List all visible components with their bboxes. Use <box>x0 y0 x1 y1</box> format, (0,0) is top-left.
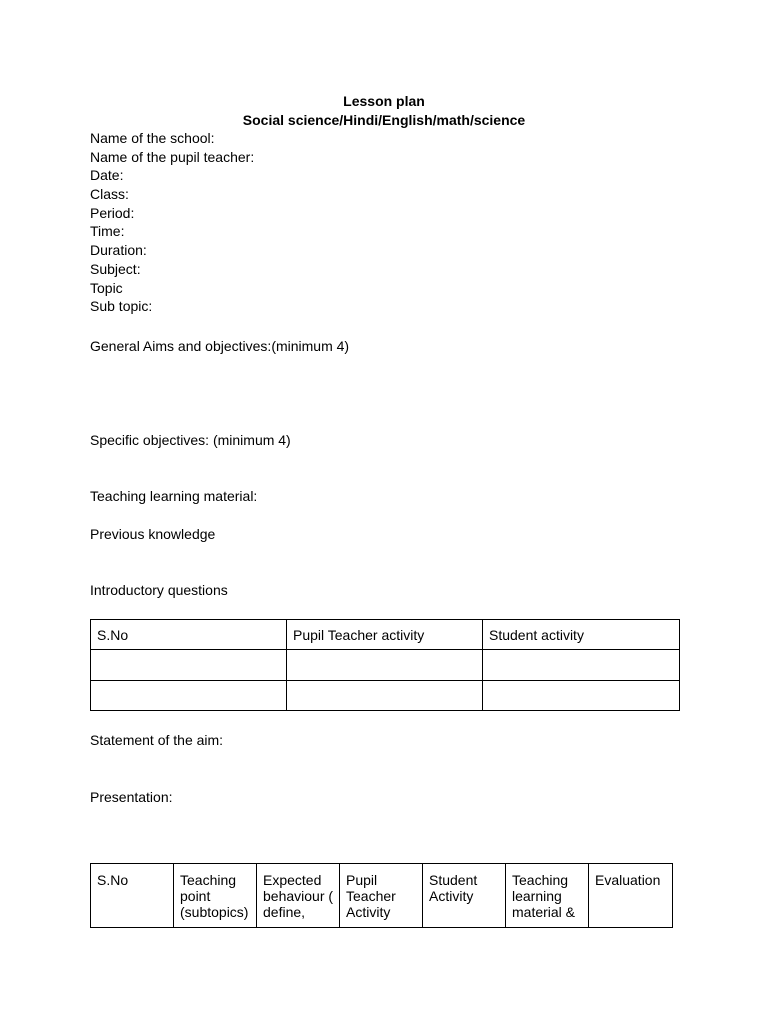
header-cell-evaluation: Evaluation <box>589 864 673 928</box>
table-cell[interactable] <box>91 650 287 681</box>
field-date: Date: <box>90 167 124 184</box>
specific-objectives-heading: Specific objectives: (minimum 4) <box>90 432 291 448</box>
field-class: Class: <box>90 186 129 203</box>
table-cell[interactable] <box>287 650 483 681</box>
presentation-table <box>90 863 673 928</box>
table-row <box>91 681 680 711</box>
statement-of-aim-heading: Statement of the aim: <box>90 732 224 748</box>
field-school-name: Name of the school: <box>90 130 215 146</box>
header-cell-student-activity: Student activity <box>483 620 680 650</box>
field-pupil-teacher-name: Name of the pupil teacher: <box>90 148 255 165</box>
teaching-material-heading: Teaching learning material: <box>90 488 258 504</box>
header-cell-teaching-learning-material: Teaching learning material & <box>506 864 589 928</box>
header-cell-expected-behaviour: Expected behaviour ( define, <box>257 864 340 928</box>
header-cell-pupil-teacher-activity: Pupil Teacher Activity <box>340 864 423 928</box>
table-cell[interactable] <box>483 650 680 681</box>
field-time: Time: <box>90 223 125 240</box>
table-cell[interactable] <box>91 681 287 711</box>
previous-knowledge-heading: Previous knowledge <box>90 526 216 542</box>
field-subject: Subject: <box>90 260 141 277</box>
table-header-row <box>91 620 680 650</box>
presentation-heading: Presentation: <box>90 789 173 805</box>
field-duration: Duration: <box>90 242 147 259</box>
field-sub-topic: Sub topic: <box>90 298 153 315</box>
header-cell-sno: S.No <box>91 864 174 928</box>
form-fields <box>90 129 254 316</box>
table-header-row <box>91 864 673 928</box>
table-cell[interactable] <box>483 681 680 711</box>
field-topic: Topic <box>90 279 123 296</box>
document-title: Lesson plan <box>343 93 425 109</box>
general-aims-heading: General Aims and objectives:(minimum 4) <box>90 338 350 354</box>
header-cell-student-activity: Student Activity <box>423 864 506 928</box>
field-period: Period: <box>90 204 135 221</box>
header-cell-sno: S.No <box>91 620 287 650</box>
introductory-questions-heading: Introductory questions <box>90 582 228 598</box>
table-cell[interactable] <box>287 681 483 711</box>
document-subtitle: Social science/Hindi/English/math/science <box>242 112 526 128</box>
introductory-questions-table <box>90 619 680 711</box>
header-cell-pupil-teacher-activity: Pupil Teacher activity <box>287 620 483 650</box>
header-cell-teaching-point: Teaching point (subtopics) <box>174 864 257 928</box>
table-row <box>91 650 680 681</box>
